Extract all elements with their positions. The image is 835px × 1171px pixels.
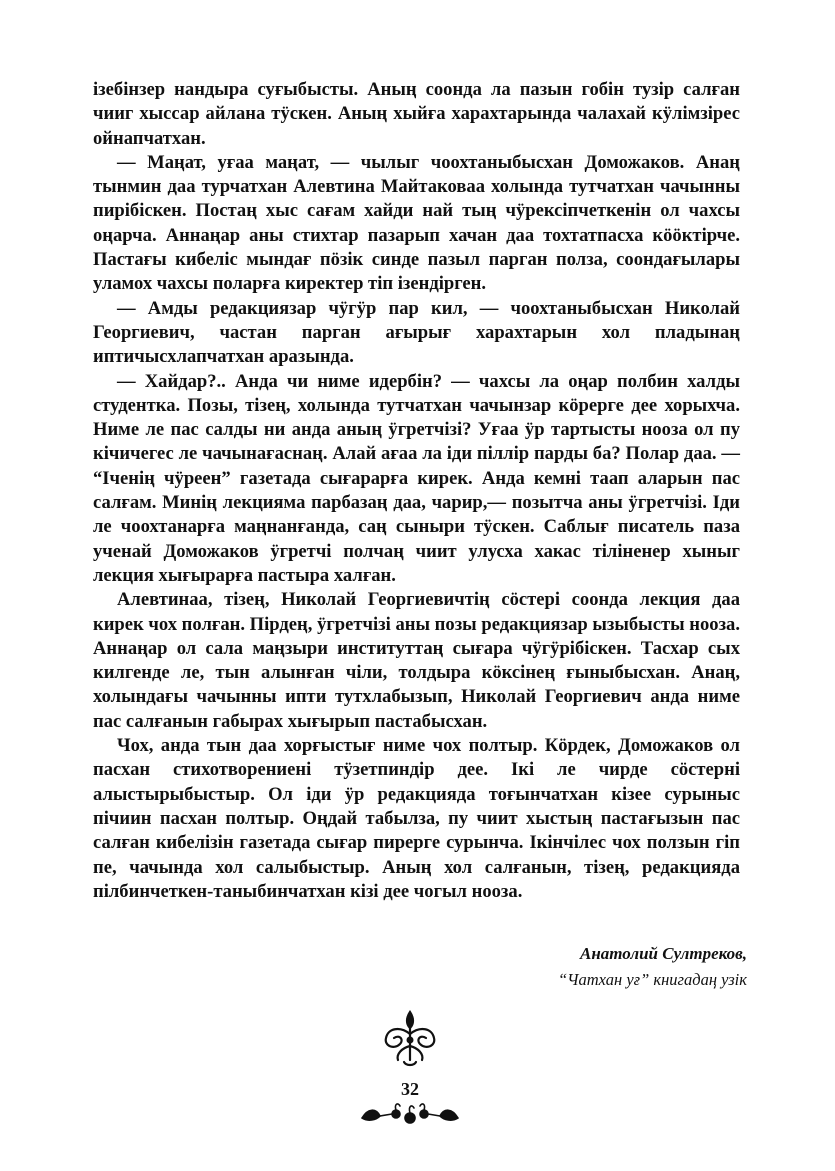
paragraph-2: — Маңат, уғаа маңат, — чылыг чоохтаныбысхан Доможаков. Анаң тынмин даа турчатхан Алевтина Майтаковаа холында тутчатхан чачынны пирібіскен. Постаң хыс сағам хайди най тың чӱрексіпчеткенін ол чахсы оңарча. Аннаңар аны стихтар пазарып хачан даа тохтатпасха кööктірче. Пастағы кибеліс мындағ пöзік синде пазыл парган полза, соондағылары уламох чахсы поларға киректер тіп ізендірген. xyxy=(93,151,740,295)
floral-divider-icon xyxy=(358,1098,462,1126)
signature-source: “Чатхан уғ” книгадаң узік xyxy=(557,970,747,989)
paragraph-5: Алевтинаа, тізең, Николай Георгиевичтің сöстері соонда лекция даа кирек чох полған. Пірдең, ӱгретчізі аны позы редакциязар ызыбысты нооза. Аннаңар ол сала маңзыри институттаң сығара чӱгӱрібіскен. Тасхар сых килгенде ле, тын алынған чіли, толдыра кöксінең ғыныбысхан. Анаң, холындағы чачынны ипти тутхлабызып, Николай Георгиевич анда ниме пас салғанын габырах хығырып пастабысхан. xyxy=(93,589,740,732)
paragraph-4: — Хайдар?.. Анда чи ниме идербін? — чахсы ла оңар полбин халды студентка. Позы, тізең, холында тутчатхан чачынзар кöрерге дее хорыхча. Ниме ле пас салды ни анда аның ӱгретчізі? Уғаа ӱр тартысты нооза ол пу кічичегес ле чачынағаснаң. Алай ағаа ла іди піллір парды ба? Полар даа. — “Іченің чӱреен” газетада сығарарға кирек. Анда кемні таап аларын пас салғам. Минің лекцияма парбазаң даа, чарир,— позытча аны ӱгретчізі. Іди ле чоохтанарға маңнанғанда, саң сыныри тӱскен. Саблығ писатель паза ученай Доможаков ӱгретчі полчаң чиит улусха хакас тіліненер хыныг лекция хығырарға пастыра халған. xyxy=(93,370,740,586)
page-number: 32 xyxy=(401,1079,419,1099)
signature-block xyxy=(347,941,747,993)
article-body xyxy=(93,78,740,904)
signature-author: Анатолий Султреков, xyxy=(580,944,747,963)
paragraph-3: — Амды редакциязар чӱгӱр пар кил, — чоохтаныбысхан Николай Георгиевич, частан парган ағырығ харахтарын хол пладынаң иптичысхлапчатхан аразында. xyxy=(93,297,740,368)
paragraph-6: Чох, анда тын даа хорғыстығ ниме чох полтыр. Кöрдек, Доможаков ол пасхан стихотворениені тӱзетпиндір дее. Ікі ле чирде сöстерні алыстырыбыстыр. Ол іди ӱр редакцияда тоғынчатхан кізее сурыныс пічиин пасхан полтыр. Оңдай табылза, пу чиит хыстың пастағызын пас салған кибелізін газетада сығар пирерге сурынча. Ікінчілес чох ползын гіп пе, чачында хол салыбыстыр. Аның хол салғанын, тізең, редакцияда пілбинчеткен-таныбинчатхан кізі дее чогыл нооза. xyxy=(93,735,740,902)
paragraph-1: ізебінзер нандыра суғыбысты. Аның соонда ла пазын гобін тузір салған чииг хыссар айлана тӱскен. Аның хыйға харахтарында чалахай кӱлімзірес ойнапчатхан. xyxy=(93,79,740,149)
floral-ornament-icon xyxy=(378,1008,442,1068)
